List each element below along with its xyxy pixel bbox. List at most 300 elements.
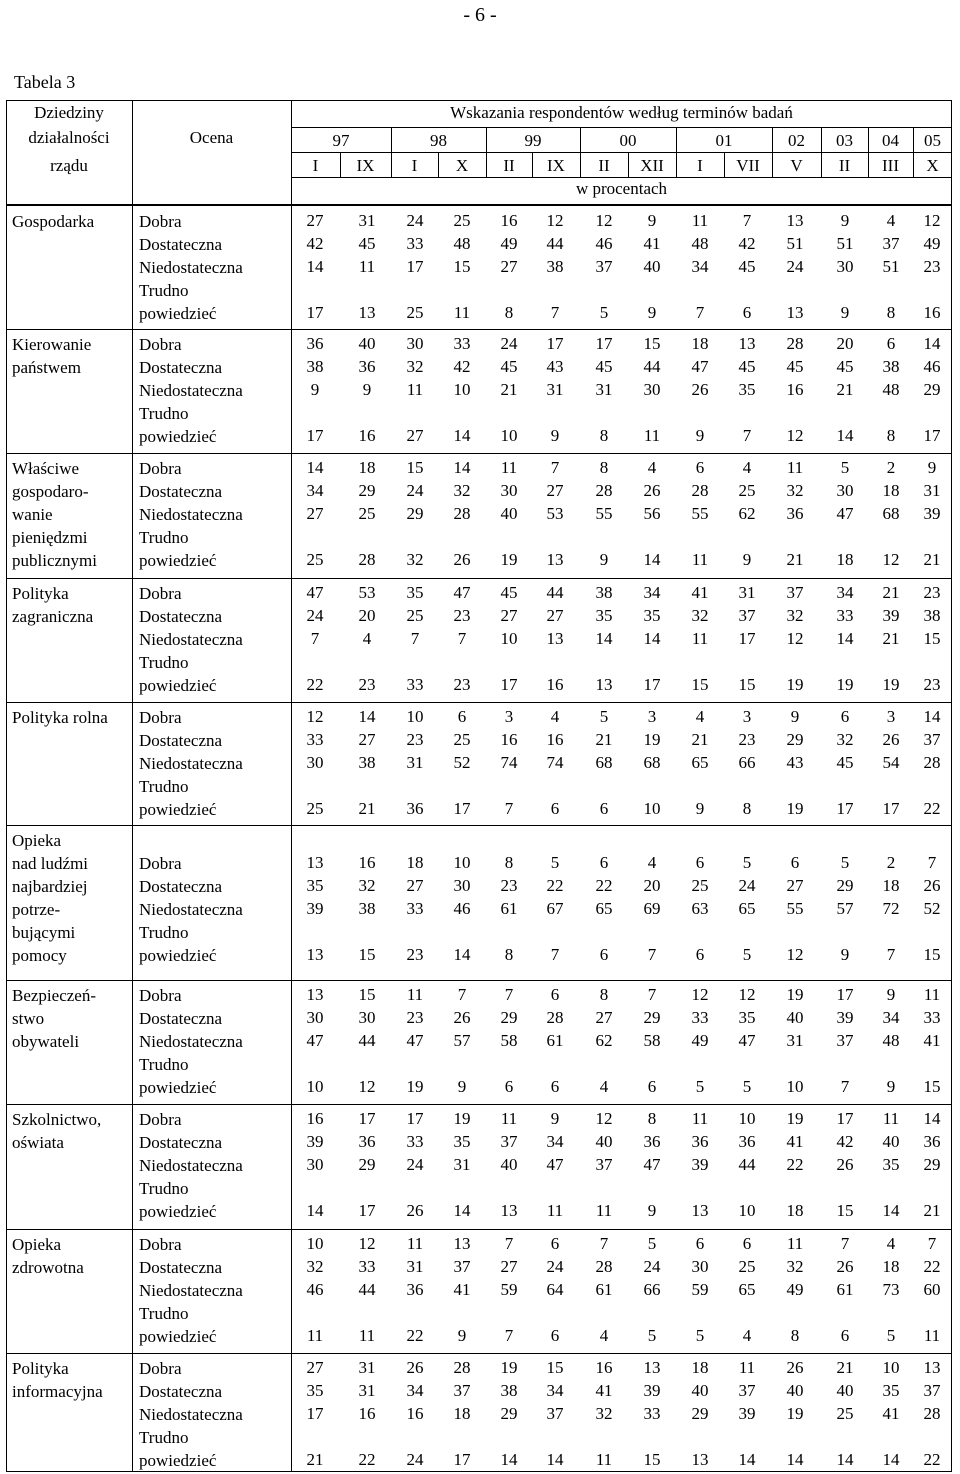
table-cell: 21: [836, 1358, 854, 1377]
table-cell: 24: [738, 876, 756, 895]
table-cell: 14: [453, 426, 471, 445]
table-cell: 11: [923, 1326, 941, 1345]
table-cell: 22: [923, 1257, 941, 1276]
table-cell: 25: [836, 1404, 854, 1423]
rating-label: powiedzieć: [139, 1202, 217, 1221]
table-cell: 9: [457, 1077, 467, 1096]
table-cell: 24: [406, 1155, 424, 1174]
table-cell: 46: [923, 357, 941, 376]
header-col-divider: [724, 152, 725, 177]
domain-label: nad ludźmi: [12, 854, 89, 873]
table-cell: 53: [358, 583, 376, 602]
header-col-divider: [486, 127, 487, 177]
table-cell: 11: [882, 1109, 900, 1128]
table-bottom-border: [6, 1471, 952, 1472]
table-cell: 5: [742, 853, 752, 872]
table-cell: 61: [836, 1280, 854, 1299]
rating-label: powiedzieć: [139, 304, 217, 323]
table-cell: 26: [836, 1155, 854, 1174]
table-cell: 12: [882, 550, 900, 569]
table-cell: 17: [306, 303, 324, 322]
header-col-divider: [772, 127, 773, 177]
table-cell: 13: [546, 629, 564, 648]
table-cell: 31: [406, 1257, 424, 1276]
domain-label: zdrowotna: [12, 1258, 84, 1277]
table-cell: 6: [457, 707, 467, 726]
table-cell: 12: [358, 1077, 376, 1096]
table-cell: 17: [358, 1109, 376, 1128]
table-cell: 65: [595, 899, 613, 918]
table-cell: 5: [840, 853, 850, 872]
table-cell: 23: [923, 257, 941, 276]
table-cell: 21: [923, 1201, 941, 1220]
table-cell: 33: [836, 606, 854, 625]
rating-label: Dostateczna: [139, 1258, 223, 1277]
table-cell: 36: [358, 1132, 376, 1151]
table-cell: 7: [647, 985, 657, 1004]
table-cell: 9: [840, 303, 850, 322]
header-rating: Ocena: [189, 128, 234, 147]
table-cell: 31: [595, 380, 613, 399]
rating-label: Niedostateczna: [139, 1032, 243, 1051]
table-cell: 60: [923, 1280, 941, 1299]
table-cell: 11: [406, 985, 424, 1004]
rating-label: powiedzieć: [139, 676, 217, 695]
header-term: II: [598, 156, 610, 175]
table-cell: 9: [886, 1077, 896, 1096]
table-cell: 17: [406, 1109, 424, 1128]
domain-label: informacyjna: [12, 1382, 103, 1401]
table-cell: 26: [453, 550, 471, 569]
rating-label: Dobra: [139, 459, 182, 478]
table-cell: 30: [358, 1008, 376, 1027]
table-cell: 18: [882, 876, 900, 895]
table-cell: 15: [643, 334, 661, 353]
domain-label: stwo: [12, 1009, 45, 1028]
header-col-divider: [391, 127, 392, 177]
table-cell: 14: [786, 1450, 804, 1469]
table-cell: 17: [836, 1109, 854, 1128]
table-cell: 24: [500, 334, 518, 353]
rating-label: Trudno: [139, 653, 189, 672]
table-cell: 4: [695, 707, 705, 726]
header-col-divider: [821, 127, 822, 177]
table-cell: 48: [453, 234, 471, 253]
table-cell: 32: [406, 550, 424, 569]
table-cell: 11: [500, 458, 518, 477]
table-cell: 66: [643, 1280, 661, 1299]
table-cell: 16: [546, 675, 564, 694]
table-cell: 33: [406, 1132, 424, 1151]
table-cell: 32: [453, 481, 471, 500]
table-cell: 37: [923, 1381, 941, 1400]
table-cell: 27: [500, 606, 518, 625]
section-divider: [6, 1229, 952, 1230]
table-cell: 38: [306, 357, 324, 376]
table-cell: 6: [742, 303, 752, 322]
table-cell: 6: [550, 799, 560, 818]
rating-label: Dobra: [139, 986, 182, 1005]
table-cell: 31: [358, 211, 376, 230]
table-cell: 19: [500, 1358, 518, 1377]
table-cell: 17: [406, 257, 424, 276]
table-cell: 28: [691, 481, 709, 500]
table-cell: 25: [738, 481, 756, 500]
table-cell: 16: [358, 1404, 376, 1423]
table-cell: 14: [836, 1450, 854, 1469]
table-cell: 4: [647, 458, 657, 477]
table-cell: 44: [546, 234, 564, 253]
table-cell: 29: [500, 1404, 518, 1423]
table-cell: 28: [923, 1404, 941, 1423]
table-cell: 22: [406, 1326, 424, 1345]
table-cell: 7: [742, 211, 752, 230]
table-cell: 15: [643, 1450, 661, 1469]
table-cell: 6: [647, 1077, 657, 1096]
table-cell: 25: [453, 211, 471, 230]
table-cell: 65: [738, 899, 756, 918]
table-cell: 31: [406, 753, 424, 772]
table-cell: 59: [500, 1280, 518, 1299]
table-cell: 32: [406, 357, 424, 376]
table-cell: 35: [306, 876, 324, 895]
table-cell: 40: [786, 1008, 804, 1027]
table-cell: 37: [453, 1381, 471, 1400]
table-cell: 38: [358, 753, 376, 772]
table-cell: 14: [595, 629, 613, 648]
table-cell: 13: [500, 1201, 518, 1220]
rating-label: Dobra: [139, 212, 182, 231]
rating-label: powiedzieć: [139, 800, 217, 819]
domain-label: Właściwe: [12, 459, 80, 478]
table-cell: 47: [546, 1155, 564, 1174]
table-cell: 12: [306, 707, 324, 726]
table-cell: 21: [923, 550, 941, 569]
table-cell: 9: [695, 426, 705, 445]
table-cell: 26: [453, 1008, 471, 1027]
table-cell: 42: [306, 234, 324, 253]
table-cell: 33: [406, 899, 424, 918]
table-cell: 33: [691, 1008, 709, 1027]
table-cell: 8: [886, 426, 896, 445]
table-cell: 26: [786, 1358, 804, 1377]
table-cell: 21: [882, 629, 900, 648]
table-cell: 26: [691, 380, 709, 399]
table-cell: 38: [546, 257, 564, 276]
table-cell: 14: [546, 1450, 564, 1469]
table-cell: 21: [882, 583, 900, 602]
table-cell: 26: [406, 1201, 424, 1220]
table-cell: 2: [886, 853, 896, 872]
table-cell: 4: [742, 458, 752, 477]
table-cell: 41: [691, 583, 709, 602]
table-cell: 26: [923, 876, 941, 895]
table-cell: 25: [306, 550, 324, 569]
table-cell: 7: [504, 985, 514, 1004]
table-cell: 22: [786, 1155, 804, 1174]
table-cell: 6: [695, 1234, 705, 1253]
table-cell: 24: [306, 606, 324, 625]
header-col-divider: [676, 127, 677, 177]
table-cell: 6: [840, 1326, 850, 1345]
table-cell: 11: [406, 380, 424, 399]
table-cell: 10: [406, 707, 424, 726]
rating-label: Dostateczna: [139, 1382, 223, 1401]
header-term: X: [926, 156, 939, 175]
table-cell: 40: [691, 1381, 709, 1400]
table-cell: 6: [550, 985, 560, 1004]
table-cell: 12: [923, 211, 941, 230]
table-cell: 35: [643, 606, 661, 625]
table-cell: 24: [406, 1450, 424, 1469]
table-cell: 39: [836, 1008, 854, 1027]
table-cell: 8: [599, 426, 609, 445]
table-cell: 43: [546, 357, 564, 376]
rating-label: powiedzieć: [139, 427, 217, 446]
table-cell: 23: [923, 583, 941, 602]
header-term: II: [503, 156, 515, 175]
table-cell: 51: [836, 234, 854, 253]
table-cell: 3: [886, 707, 896, 726]
table-cell: 61: [595, 1280, 613, 1299]
table-cell: 68: [595, 753, 613, 772]
table-cell: 19: [786, 1109, 804, 1128]
table-cell: 22: [595, 876, 613, 895]
table-cell: 44: [643, 357, 661, 376]
table-cell: 23: [406, 945, 424, 964]
domain-label: Kierowanie: [12, 335, 92, 354]
table-cell: 17: [306, 426, 324, 445]
table-cell: 11: [500, 1109, 518, 1128]
table-cell: 17: [453, 1450, 471, 1469]
rating-label: Trudno: [139, 528, 189, 547]
table-cell: 5: [647, 1234, 657, 1253]
table-cell: 17: [836, 799, 854, 818]
table-cell: 35: [882, 1381, 900, 1400]
header-term: III: [882, 156, 899, 175]
rating-label: Trudno: [139, 404, 189, 423]
rating-label: Dostateczna: [139, 482, 223, 501]
table-cell: 63: [691, 899, 709, 918]
table-cell: 11: [306, 1326, 324, 1345]
table-cell: 29: [406, 504, 424, 523]
table-cell: 4: [886, 1234, 896, 1253]
table-cell: 7: [504, 799, 514, 818]
table-cell: 10: [500, 629, 518, 648]
table-cell: 37: [500, 1132, 518, 1151]
table-cell: 11: [786, 1234, 804, 1253]
table-cell: 67: [546, 899, 564, 918]
table-cell: 14: [453, 945, 471, 964]
table-cell: 14: [306, 1201, 324, 1220]
table-cell: 39: [738, 1404, 756, 1423]
table-cell: 25: [691, 876, 709, 895]
table-cell: 34: [836, 583, 854, 602]
table-cell: 30: [406, 334, 424, 353]
table-cell: 54: [882, 753, 900, 772]
table-cell: 34: [691, 257, 709, 276]
table-cell: 7: [457, 629, 467, 648]
col-divider: [132, 100, 133, 1472]
table-cell: 57: [453, 1031, 471, 1050]
header-bottom-border: [6, 204, 952, 206]
rating-label: Niedostateczna: [139, 1156, 243, 1175]
table-cell: 35: [306, 1381, 324, 1400]
table-cell: 12: [786, 426, 804, 445]
table-cell: 19: [453, 1109, 471, 1128]
table-cell: 23: [738, 730, 756, 749]
table-cell: 29: [500, 1008, 518, 1027]
table-top-border: [6, 100, 952, 101]
table-cell: 40: [500, 1155, 518, 1174]
header-rule: [291, 177, 952, 178]
table-cell: 22: [358, 1450, 376, 1469]
table-cell: 36: [786, 504, 804, 523]
table-cell: 28: [453, 504, 471, 523]
table-cell: 12: [595, 1109, 613, 1128]
rating-label: Dostateczna: [139, 607, 223, 626]
table-cell: 37: [738, 1381, 756, 1400]
table-cell: 4: [362, 629, 372, 648]
table-cell: 11: [691, 629, 709, 648]
table-cell: 74: [546, 753, 564, 772]
table-cell: 16: [786, 380, 804, 399]
table-cell: 37: [786, 583, 804, 602]
rating-label: powiedzieć: [139, 1078, 217, 1097]
table-cell: 14: [923, 1109, 941, 1128]
table-cell: 31: [358, 1358, 376, 1377]
table-cell: 7: [927, 853, 937, 872]
table-cell: 36: [406, 799, 424, 818]
table-cell: 13: [923, 1358, 941, 1377]
table-cell: 31: [786, 1031, 804, 1050]
table-cell: 14: [643, 550, 661, 569]
table-cell: 62: [595, 1031, 613, 1050]
header-domain-line-3: rządu: [50, 156, 88, 175]
table-cell: 6: [599, 853, 609, 872]
table-cell: 4: [599, 1326, 609, 1345]
table-cell: 13: [691, 1450, 709, 1469]
domain-label: Opieka: [12, 831, 62, 850]
table-cell: 52: [923, 899, 941, 918]
domain-label: Opieka: [12, 1235, 62, 1254]
table-cell: 18: [406, 853, 424, 872]
table-cell: 45: [738, 257, 756, 276]
table-cell: 8: [504, 853, 514, 872]
table-cell: 55: [786, 899, 804, 918]
table-right-border: [951, 100, 952, 1472]
table-cell: 39: [643, 1381, 661, 1400]
table-cell: 11: [358, 1326, 376, 1345]
table-cell: 6: [886, 334, 896, 353]
table-cell: 52: [453, 753, 471, 772]
table-cell: 30: [306, 753, 324, 772]
table-cell: 39: [306, 899, 324, 918]
table-cell: 35: [738, 1008, 756, 1027]
table-cell: 29: [923, 380, 941, 399]
table-cell: 32: [306, 1257, 324, 1276]
table-cell: 13: [738, 334, 756, 353]
table-cell: 22: [306, 675, 324, 694]
table-cell: 11: [546, 1201, 564, 1220]
table-cell: 4: [742, 1326, 752, 1345]
table-cell: 27: [306, 211, 324, 230]
table-cell: 24: [643, 1257, 661, 1276]
table-cell: 38: [595, 583, 613, 602]
table-cell: 6: [550, 1077, 560, 1096]
domain-label: Polityka: [12, 584, 69, 603]
table-cell: 28: [358, 550, 376, 569]
table-cell: 14: [836, 629, 854, 648]
table-cell: 36: [358, 357, 376, 376]
table-cell: 20: [643, 876, 661, 895]
table-cell: 5: [550, 853, 560, 872]
table-cell: 15: [691, 675, 709, 694]
table-cell: 27: [358, 730, 376, 749]
table-cell: 17: [358, 1201, 376, 1220]
table-cell: 37: [923, 730, 941, 749]
table-cell: 18: [358, 458, 376, 477]
table-cell: 17: [306, 1404, 324, 1423]
table-cell: 7: [886, 945, 896, 964]
domain-label: Gospodarka: [12, 212, 95, 231]
table-cell: 28: [546, 1008, 564, 1027]
table-cell: 21: [691, 730, 709, 749]
table-cell: 44: [358, 1031, 376, 1050]
table-cell: 21: [595, 730, 613, 749]
table-cell: 12: [786, 629, 804, 648]
rating-label: Trudno: [139, 923, 189, 942]
header-main: Wskazania respondentów według terminów badań: [450, 103, 793, 122]
table-cell: 7: [599, 1234, 609, 1253]
table-cell: 14: [306, 458, 324, 477]
table-cell: 37: [595, 257, 613, 276]
table-cell: 18: [882, 1257, 900, 1276]
header-term: I: [697, 156, 703, 175]
table-cell: 5: [599, 303, 609, 322]
table-cell: 14: [453, 1201, 471, 1220]
table-cell: 45: [738, 357, 756, 376]
table-cell: 35: [453, 1132, 471, 1151]
rating-label: Niedostateczna: [139, 381, 243, 400]
table-cell: 6: [742, 1234, 752, 1253]
table-cell: 31: [738, 583, 756, 602]
table-cell: 12: [358, 1234, 376, 1253]
table-cell: 27: [406, 426, 424, 445]
table-cell: 7: [504, 1234, 514, 1253]
table-cell: 13: [306, 985, 324, 1004]
table-cell: 27: [595, 1008, 613, 1027]
header-term: V: [790, 156, 803, 175]
table-cell: 14: [923, 707, 941, 726]
header-domain-line-2: działalności: [28, 128, 110, 147]
table-cell: 19: [500, 550, 518, 569]
table-cell: 8: [790, 1326, 800, 1345]
table-cell: 26: [882, 730, 900, 749]
table-cell: 6: [695, 945, 705, 964]
table-cell: 7: [927, 1234, 937, 1253]
domain-label: publicznymi: [12, 551, 97, 570]
table-cell: 2: [886, 458, 896, 477]
table-cell: 15: [406, 458, 424, 477]
table-cell: 35: [882, 1155, 900, 1174]
domain-label: oświata: [12, 1133, 64, 1152]
table-cell: 51: [882, 257, 900, 276]
table-cell: 47: [836, 504, 854, 523]
table-cell: 41: [786, 1132, 804, 1151]
table-cell: 9: [550, 1109, 560, 1128]
table-cell: 10: [786, 1077, 804, 1096]
